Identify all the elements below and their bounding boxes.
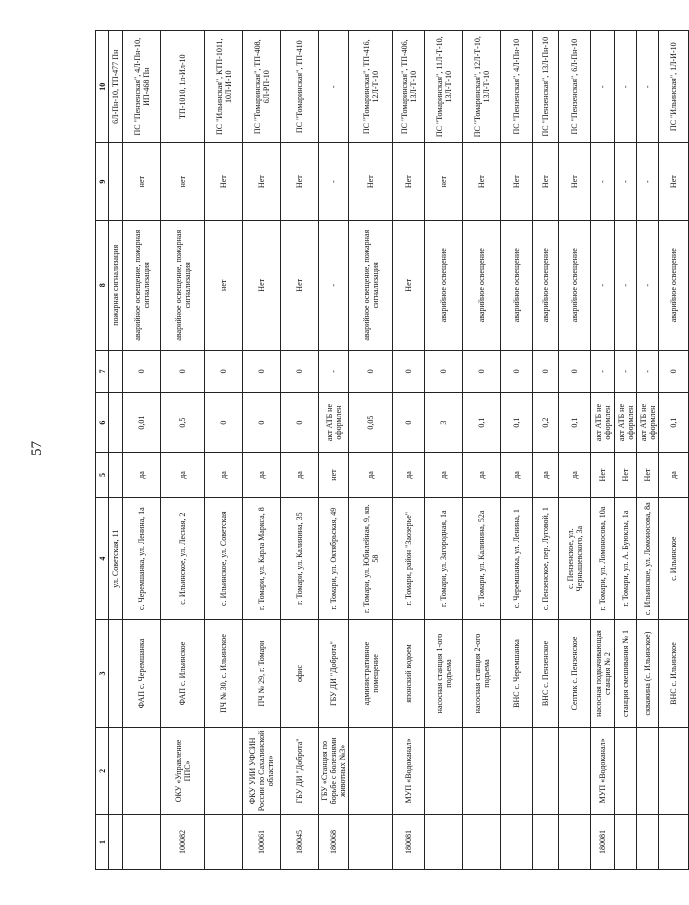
table-cell — [109, 453, 123, 498]
table-cell: нет — [123, 143, 161, 220]
table-cell — [637, 727, 659, 814]
table-row — [501, 31, 533, 870]
table-cell: - — [637, 143, 659, 220]
table-cell: административное помещение — [349, 620, 393, 727]
table-row — [533, 31, 559, 870]
table-cell: ВНС с. Ильинское — [659, 620, 689, 727]
table-cell: с. Ильинское, ул. Лесная, 2 — [161, 497, 205, 619]
table-cell: Нет — [501, 143, 533, 220]
table-cell — [559, 815, 591, 870]
table-cell — [659, 727, 689, 814]
table-cell: ПС "Томаринская", ТП-408, 6Л-РП-10 — [243, 31, 281, 143]
table-cell: ФАП с. Ильинское — [161, 620, 205, 727]
table-cell: да — [205, 453, 243, 498]
table-cell: Нет — [637, 453, 659, 498]
table-cell: Нет — [349, 143, 393, 220]
table-cell — [349, 815, 393, 870]
table-cell: да — [501, 453, 533, 498]
table-cell: с. Ильинское, ул. Советская — [205, 497, 243, 619]
table-cell: пожарная сигнализация — [109, 220, 123, 350]
table-cell: г. Томари, ул. Калинина, 35 — [281, 497, 319, 619]
table-cell: г. Томари, ул. А. Буюклы, 1а — [615, 497, 637, 619]
table-cell: Нет — [281, 220, 319, 350]
table-row — [161, 31, 205, 870]
table-cell: с. Ильинское — [659, 497, 689, 619]
table-cell: 0 — [243, 350, 281, 392]
table-cell: акт АТБ не оформлен — [637, 393, 659, 453]
table-cell: 0 — [425, 350, 463, 392]
table-cell: 180045 — [281, 815, 319, 870]
table-cell: скважина (с. Ильинское) — [637, 620, 659, 727]
table-cell: насосная станция 1-ого подъема — [425, 620, 463, 727]
table-cell: 0 — [533, 350, 559, 392]
table-cell: 0 — [393, 393, 425, 453]
table-cell: - — [637, 220, 659, 350]
table-cell — [501, 727, 533, 814]
table-cell: аварийное освещение — [463, 220, 501, 350]
table-cell: Нет — [559, 143, 591, 220]
table-cell: ФАП с. Черемшанка — [123, 620, 161, 727]
table-cell: 100061 — [243, 815, 281, 870]
table-cell: Нет — [243, 143, 281, 220]
table-cell — [205, 727, 243, 814]
column-header: 9 — [96, 143, 109, 220]
table-cell: аварийное освещение — [425, 220, 463, 350]
table-cell: 0 — [559, 350, 591, 392]
table-row — [243, 31, 281, 870]
table-cell: - — [319, 220, 349, 350]
table-cell: 0,1 — [559, 393, 591, 453]
column-header: 2 — [96, 727, 109, 814]
table-cell: офис — [281, 620, 319, 727]
table-cell: 100082 — [161, 815, 205, 870]
table-cell: 0 — [349, 350, 393, 392]
column-header: 5 — [96, 453, 109, 498]
table-cell: ПС "Пензенская", 13Л-Пн-10 — [533, 31, 559, 143]
table-cell: - — [319, 143, 349, 220]
table-cell — [463, 727, 501, 814]
rotated-table-container — [95, 30, 678, 870]
table-cell: Нет — [533, 143, 559, 220]
table-cell: да — [393, 453, 425, 498]
table-cell: японский водоем — [393, 620, 425, 727]
table-row — [393, 31, 425, 870]
table-cell: 3 — [425, 393, 463, 453]
column-header: 10 — [96, 31, 109, 143]
table-cell: г. Томари, ул. Октябрьская, 49 — [319, 497, 349, 619]
table-cell — [463, 815, 501, 870]
table-cell: 180081 — [393, 815, 425, 870]
table-cell — [109, 620, 123, 727]
table-cell — [501, 815, 533, 870]
table-cell: 0 — [205, 350, 243, 392]
table-cell: да — [463, 453, 501, 498]
table-row — [425, 31, 463, 870]
table-cell: нет — [425, 143, 463, 220]
table-cell: да — [349, 453, 393, 498]
table-cell: аварийное освещение, пожарная сигнализация — [161, 220, 205, 350]
table-cell: МУП «Водоканал» — [393, 727, 425, 814]
table-cell: с. Черемшанка, ул. Ленина, 1 — [501, 497, 533, 619]
table-cell: г. Томари, ул. Калинина, 52а — [463, 497, 501, 619]
table-cell: аварийное освещение — [533, 220, 559, 350]
table-cell: с. Пензенское, пер. Луговой, 1 — [533, 497, 559, 619]
table-cell: ФКУ УИИ УФСИН России по Сахалинской области» — [243, 727, 281, 814]
table-cell: г. Томари, район "Заозерье" — [393, 497, 425, 619]
table-cell: аварийное освещение — [659, 220, 689, 350]
table-cell: 0,5 — [161, 393, 205, 453]
table-row — [123, 31, 161, 870]
table-cell: 0 — [393, 350, 425, 392]
table-cell: да — [659, 453, 689, 498]
table-cell: 0,2 — [533, 393, 559, 453]
table-cell: да — [533, 453, 559, 498]
table-cell: Нет — [591, 453, 615, 498]
table-cell: Нет — [393, 220, 425, 350]
table-cell — [123, 815, 161, 870]
table-cell: да — [161, 453, 205, 498]
table-cell: ПЧ № 29, г. Томари — [243, 620, 281, 727]
table-cell: ОКУ «Управление ППС» — [161, 727, 205, 814]
table-cell: г. Томари, ул. Юбилейная, 9, кв. 58 — [349, 497, 393, 619]
table-cell: Нет — [659, 143, 689, 220]
table-cell: 0,1 — [659, 393, 689, 453]
table-cell: ПС "Ильинская", 1Л-И-10 — [659, 31, 689, 143]
table-cell: ВНС с. Пензенское — [533, 620, 559, 727]
table-cell: - — [615, 143, 637, 220]
table-cell: нет — [205, 220, 243, 350]
table-cell: - — [637, 350, 659, 392]
column-header: 6 — [96, 393, 109, 453]
table-cell — [425, 815, 463, 870]
table-cell: ТП-1010, 1л-Ил-10 — [161, 31, 205, 143]
table-row — [463, 31, 501, 870]
table-body — [109, 31, 689, 870]
table-cell: Септик с. Пензенское — [559, 620, 591, 727]
table-cell: ПС "Пензенская", 4Л-Пн-10 — [501, 31, 533, 143]
table-cell — [109, 143, 123, 220]
table-cell: - — [615, 31, 637, 143]
table-cell: ПС "Томаринская", ТП-410 — [281, 31, 319, 143]
table-cell — [109, 393, 123, 453]
table-cell: ГБУ «Станция по борьбе с болезнями животных №3» — [319, 727, 349, 814]
table-cell — [659, 815, 689, 870]
table-cell: - — [591, 220, 615, 350]
table-cell: Нет — [281, 143, 319, 220]
table-cell: - — [637, 31, 659, 143]
table-cell: ПС "Томаринская", ТП-406, 13Л-Т-10 — [393, 31, 425, 143]
table-row — [591, 31, 615, 870]
table-row — [205, 31, 243, 870]
table-cell: аварийное освещение — [559, 220, 591, 350]
table-cell: с. Пензенское, ул. Чернышевского, 3а — [559, 497, 591, 619]
table-cell — [425, 727, 463, 814]
table-cell — [349, 727, 393, 814]
table-cell — [533, 815, 559, 870]
table-cell: да — [559, 453, 591, 498]
table-cell: ПС "Пензенская", 4Л-Пн-10, ИП-468 Пн — [123, 31, 161, 143]
table-cell: - — [591, 350, 615, 392]
table-cell: с. Ильинское, ул. Ломоносова, 8а — [637, 497, 659, 619]
column-header: 8 — [96, 220, 109, 350]
table-cell — [637, 815, 659, 870]
table-row — [349, 31, 393, 870]
table-cell: МУП «Водоканал» — [591, 727, 615, 814]
table-cell: нет — [161, 143, 205, 220]
table-cell: ПС "Томаринская", ТП-416, 12Л-Т-10 — [349, 31, 393, 143]
table-row — [319, 31, 349, 870]
table-cell: - — [615, 350, 637, 392]
table-cell: Нет — [463, 143, 501, 220]
table-cell: 0 — [659, 350, 689, 392]
column-header: 7 — [96, 350, 109, 392]
table-cell: с. Черемшанка, ул. Ленина, 1а — [123, 497, 161, 619]
table-row — [615, 31, 637, 870]
column-header: 3 — [96, 620, 109, 727]
table-cell: - — [591, 31, 615, 143]
table-cell — [205, 815, 243, 870]
table-cell: да — [281, 453, 319, 498]
table-cell: 180081 — [591, 815, 615, 870]
table-cell: 0 — [243, 393, 281, 453]
table-cell: да — [243, 453, 281, 498]
table-cell: 0 — [463, 350, 501, 392]
table-cell — [109, 815, 123, 870]
table-cell: 0 — [205, 393, 243, 453]
table-cell: 0,05 — [349, 393, 393, 453]
table-row — [637, 31, 659, 870]
table-cell: аварийное освещение, пожарная сигнализация — [123, 220, 161, 350]
table-cell: Нет — [393, 143, 425, 220]
table-cell: аварийное освещение, пожарная сигнализация — [349, 220, 393, 350]
table-cell: Нет — [205, 143, 243, 220]
table-cell — [123, 727, 161, 814]
table-cell: 0 — [161, 350, 205, 392]
table-cell: ПС "Ильинская", КТП-1011, 10Л-И-10 — [205, 31, 243, 143]
table-cell: ГБУ ДИ "Доброта" — [319, 620, 349, 727]
table-cell — [109, 727, 123, 814]
table-cell: 180068 — [319, 815, 349, 870]
table-cell: станция смешивания № 1 — [615, 620, 637, 727]
table-cell: - — [591, 143, 615, 220]
table-cell: 0 — [123, 350, 161, 392]
table-cell: акт АТБ не оформлен — [591, 393, 615, 453]
table-cell: акт АТБ не оформлен — [319, 393, 349, 453]
table-cell: Нет — [243, 220, 281, 350]
table-cell: - — [319, 31, 349, 143]
table-cell: аварийное освещение — [501, 220, 533, 350]
table-cell: акт АТБ не оформлен — [615, 393, 637, 453]
table-cell: насосная станция 2-ого подъема — [463, 620, 501, 727]
table-row — [659, 31, 689, 870]
table-cell: Нет — [615, 453, 637, 498]
table-row — [281, 31, 319, 870]
table-cell — [615, 815, 637, 870]
table-cell: ГБУ ДИ "Доброта" — [281, 727, 319, 814]
table-cell: 0,1 — [501, 393, 533, 453]
table-cell: ул. Советская, 11 — [109, 497, 123, 619]
table-cell: 0,01 — [123, 393, 161, 453]
data-table — [95, 30, 689, 870]
page-number: 57 — [29, 441, 45, 456]
table-row — [559, 31, 591, 870]
table-cell: да — [123, 453, 161, 498]
table-cell — [615, 727, 637, 814]
table-cell — [533, 727, 559, 814]
table-cell: 0 — [281, 393, 319, 453]
table-cell — [559, 727, 591, 814]
table-cell: насосная подкачивающая станция № 2 — [591, 620, 615, 727]
table-cell: г. Томари, ул. Карла Маркса, 8 — [243, 497, 281, 619]
table-cell: ПС "Томаринская", 12Л-Т-10, 13Л-Т-10 — [463, 31, 501, 143]
table-cell: - — [319, 350, 349, 392]
table-cell: да — [425, 453, 463, 498]
table-cell: ПС "Томаринская", 11Л-Т-10, 13Л-Т-10 — [425, 31, 463, 143]
table-cell: 6Л-Пн-10, ТП-477 Пн — [109, 31, 123, 143]
table-cell: ВНС с. Черемшанка — [501, 620, 533, 727]
table-row — [109, 31, 123, 870]
table-cell: нет — [319, 453, 349, 498]
table-cell: ПЧ № 30, с. Ильинское — [205, 620, 243, 727]
column-header: 4 — [96, 497, 109, 619]
table-cell: - — [615, 220, 637, 350]
table-cell: г. Томари, ул. Ломоносова, 10а — [591, 497, 615, 619]
table-cell: 0 — [501, 350, 533, 392]
table-cell: 0,1 — [463, 393, 501, 453]
table-cell: 0 — [281, 350, 319, 392]
column-header: 1 — [96, 815, 109, 870]
table-cell — [109, 350, 123, 392]
header-row — [96, 31, 109, 870]
table-cell: ПС "Пензенская", 6Л-Пн-10 — [559, 31, 591, 143]
table-cell: г. Томари, ул. Загородная, 1а — [425, 497, 463, 619]
